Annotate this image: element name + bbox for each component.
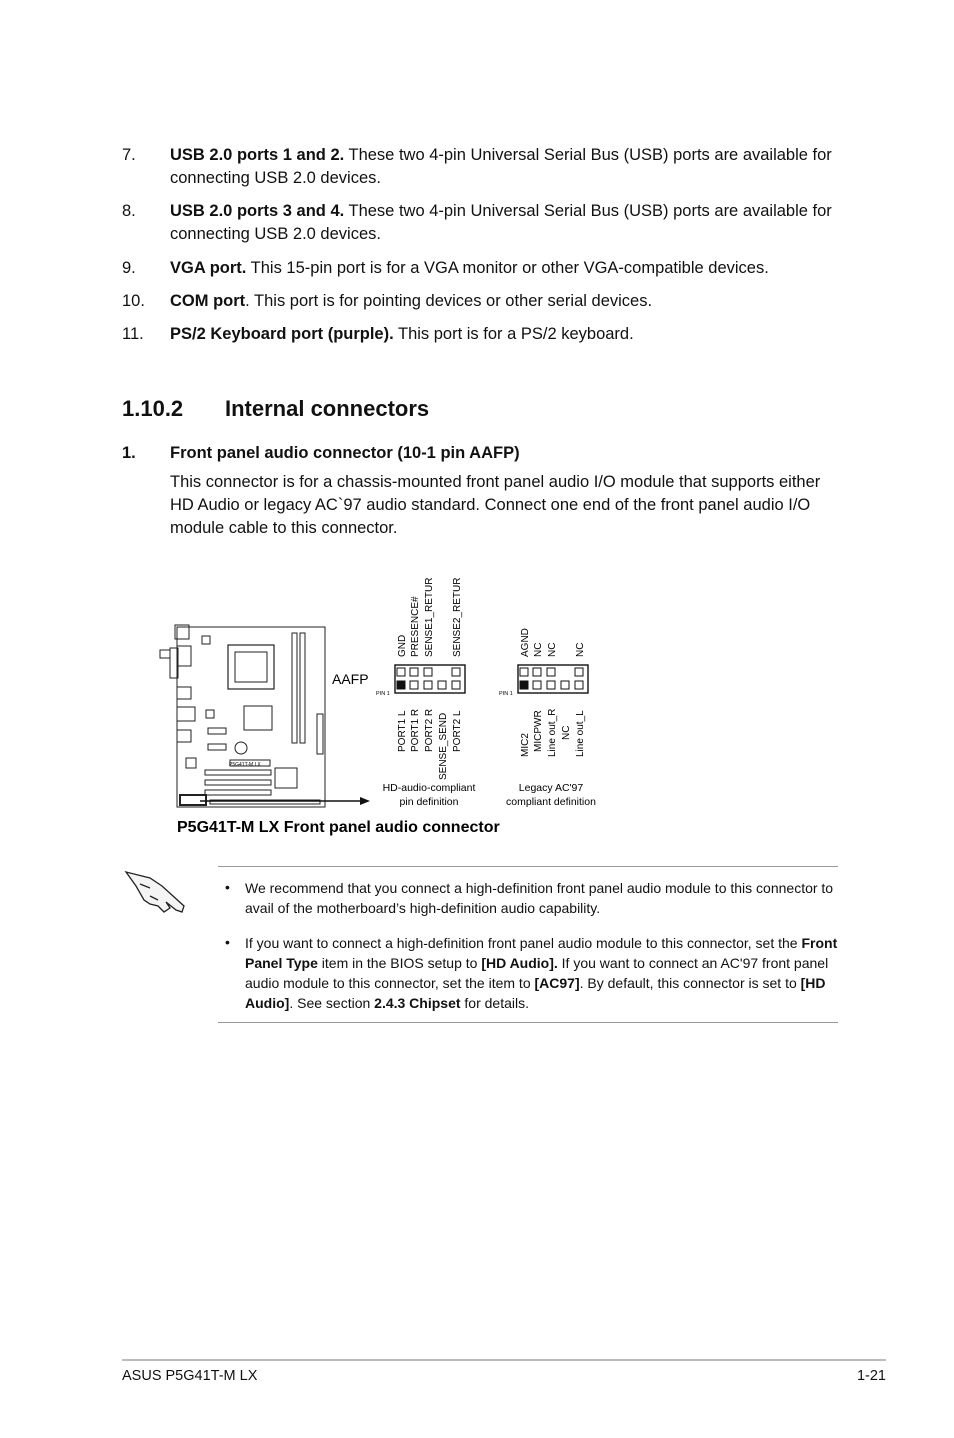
hd-bottom-pin: PORT2 R (424, 708, 435, 752)
note-bold: Front Panel Type (245, 935, 838, 971)
item-number: 8. (122, 202, 136, 220)
note-bold: [HD Audio]. (481, 955, 558, 971)
item-text: This port is for a PS/2 keyboard. (393, 325, 634, 343)
hd-caption-line2: pin definition (399, 796, 459, 808)
arrow-head (360, 797, 370, 805)
ac-bottom-pin: NC (561, 725, 572, 740)
hd-top-pin: PRESENCE# (410, 596, 421, 657)
subsection-number: 1. (122, 444, 136, 462)
hand-pointing-icon (126, 872, 184, 912)
ac-top-pin: NC (533, 642, 544, 657)
item-text: This 15-pin port is for a VGA monitor or other VGA-compatible devices. (246, 259, 769, 277)
footer-divider (122, 1359, 886, 1361)
ac-bottom-pin: Line out_R (547, 708, 558, 757)
item-title: USB 2.0 ports 3 and 4. (170, 202, 345, 220)
hd-top-pin: SENSE1_RETUR (424, 577, 435, 657)
item-number: 10. (122, 292, 145, 310)
note-bullet-2 (245, 933, 838, 1013)
pin1-label: PIN 1 (376, 691, 390, 697)
bullet: • (225, 934, 230, 950)
description-paragraph: This connector is for a chassis-mounted front panel audio I/O module that supports either HD Audio or legacy AC`97 audio standard. Connect one end of the front panel audio I/O module cable to this connector. (170, 473, 821, 537)
note-bullet-1: We recommend that you connect a high-definition front panel audio module to this connector to avail of the motherboard’s high-definition audio capability. (245, 880, 834, 916)
note-text: . See section (289, 995, 375, 1011)
hd-audio-connector (376, 578, 475, 808)
item-text: . This port is for pointing devices or other serial devices. (245, 292, 653, 310)
ac-top-pin: NC (575, 642, 586, 657)
figure-caption: P5G41T-M LX Front panel audio connector (177, 819, 500, 836)
item-number: 7. (122, 146, 136, 164)
item-title: PS/2 Keyboard port (purple). (170, 325, 394, 343)
hd-caption-line1: HD-audio-compliant (382, 782, 476, 794)
section-number: 1.10.2 (122, 396, 184, 421)
motherboard-diagram (160, 625, 325, 807)
ac-bottom-pin: MIC2 (520, 733, 531, 757)
item-text: These two 4-pin Universal Serial Bus (USB) ports are available for connecting USB 2.0 devices. (170, 202, 832, 243)
note-bold: [AC97] (534, 975, 580, 991)
ac-caption-line1: Legacy AC'97 (518, 782, 584, 794)
hd-bottom-pin: SENSE_SEND (438, 712, 449, 780)
note-text: . By default, this connector is set to (579, 975, 801, 991)
hd-top-pin: GND (397, 634, 408, 657)
ac-top-pin: NC (547, 642, 558, 657)
footer-left: ASUS P5G41T-M LX (122, 1368, 258, 1384)
board-model-label: P5G41T-M LX (229, 762, 261, 768)
note-bold: 2.4.3 Chipset (374, 995, 461, 1011)
note-text: item in the BIOS setup to (317, 955, 482, 971)
item-title: VGA port. (170, 259, 247, 277)
note-text: If you want to connect an AC'97 front panel audio module to this connector, set the item to (245, 955, 829, 991)
footer-page-number: 1-21 (856, 1368, 886, 1384)
ac-caption-line2: compliant definition (506, 796, 596, 808)
section-title: Internal connectors (225, 396, 430, 421)
bullet: • (225, 879, 230, 895)
ac-bottom-pin: MICPWR (533, 710, 544, 752)
item-title: USB 2.0 ports 1 and 2. (170, 146, 345, 164)
pin1-label: PIN 1 (499, 691, 513, 697)
note-text: for details. (460, 995, 530, 1011)
subsection-title: Front panel audio connector (10-1 pin AAFP) (170, 444, 520, 462)
ac-bottom-pin: Line out_L (575, 710, 586, 757)
note-box (218, 866, 838, 1023)
hd-bottom-pin: PORT1 L (397, 710, 408, 752)
note-text: If you want to connect a high-definition front panel audio module to this connector, set the (245, 935, 802, 951)
note-bold: [HD Audio] (245, 975, 826, 1011)
item-number: 11. (122, 325, 144, 343)
item-text: These two 4-pin Universal Serial Bus (USB) ports are available for connecting USB 2.0 devices. (170, 146, 832, 187)
ac-top-pin: AGND (520, 628, 531, 657)
item-number: 9. (122, 259, 136, 277)
item-title: COM port (170, 292, 246, 310)
hd-top-pin: SENSE2_RETUR (452, 577, 463, 657)
ac97-connector (499, 628, 596, 808)
hd-bottom-pin: PORT2 L (452, 710, 463, 752)
aafp-label: AAFP (332, 671, 369, 687)
hd-bottom-pin: PORT1 R (410, 708, 421, 752)
